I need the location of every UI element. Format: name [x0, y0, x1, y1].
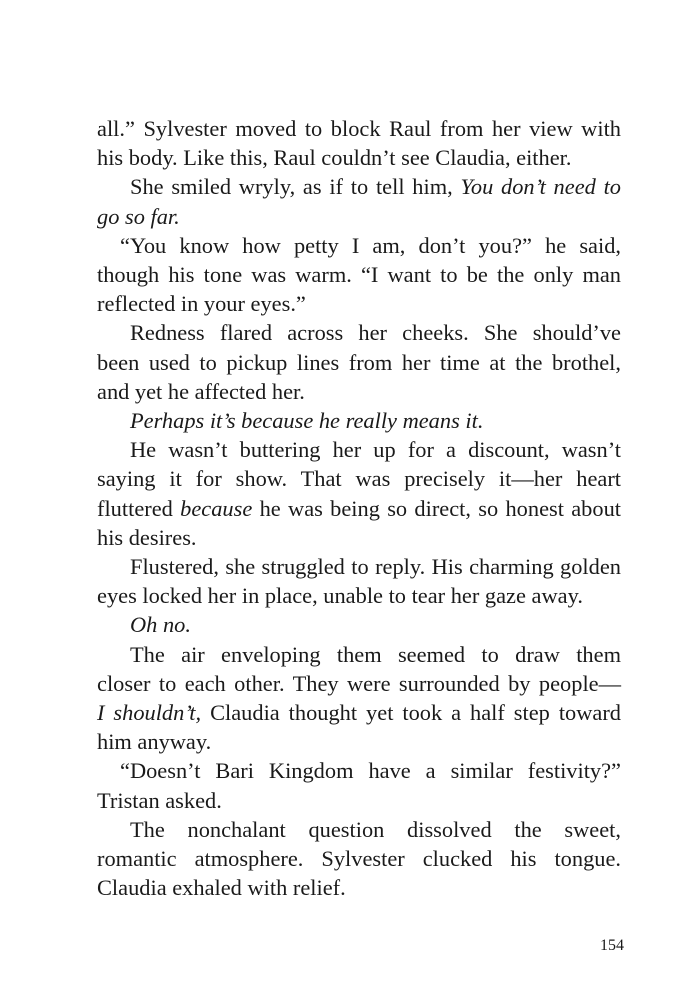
text-segment: “You know how petty I am, don’t you?” he said,: [120, 232, 621, 258]
text-line: [97, 289, 621, 318]
italic-text: go so far.: [97, 203, 180, 229]
text-line: [97, 640, 621, 669]
text-line: [97, 494, 621, 523]
text-line: [97, 464, 621, 493]
text-line: [97, 318, 621, 347]
text-line: [97, 348, 621, 377]
text-segment: romantic atmosphere. Sylvester clucked his tongue.: [97, 846, 621, 872]
italic-text: Perhaps it’s because he really means it.: [130, 408, 484, 434]
text-segment: saying it for show. That was precisely it—her heart: [97, 466, 621, 492]
italic-text: Oh no.: [130, 612, 191, 638]
text-line: [97, 844, 621, 873]
text-segment: Redness flared across her cheeks. She should’ve: [130, 320, 621, 346]
text-line: [97, 406, 621, 435]
italic-text: because: [180, 495, 253, 521]
text-line: [97, 260, 621, 289]
text-segment: he was being so direct, so honest about: [252, 495, 621, 521]
text-line: [97, 581, 621, 610]
text-segment: Claudia exhaled with relief.: [97, 875, 346, 901]
text-segment: been used to pickup lines from her time at the brothel,: [97, 349, 621, 375]
text-line: [97, 114, 621, 143]
text-segment: fluttered: [97, 495, 181, 521]
text-segment: He wasn’t buttering her up for a discount, wasn’t: [130, 437, 621, 463]
text-segment: closer to each other. They were surrounded by people—: [97, 670, 621, 696]
text-line: [97, 786, 621, 815]
text-segment: all.” Sylvester moved to block Raul from her view with: [97, 116, 621, 141]
text-line: [97, 377, 621, 406]
text-segment: eyes locked her in place, unable to tear her gaze away.: [97, 583, 583, 609]
text-segment: The nonchalant question dissolved the sweet,: [130, 816, 621, 842]
text-segment: him anyway.: [97, 729, 212, 755]
text-line: [97, 727, 621, 756]
text-segment: and yet he affected her.: [97, 378, 305, 404]
text-line: [97, 610, 621, 639]
text-segment: though his tone was warm. “I want to be the only man: [97, 262, 621, 288]
text-segment: his desires.: [97, 524, 197, 550]
text-segment: “Doesn’t Bari Kingdom have a similar festivity?”: [120, 758, 621, 784]
text-segment: his body. Like this, Raul couldn’t see Claudia, either.: [97, 145, 572, 171]
text-line: [97, 756, 621, 785]
text-segment: Claudia thought yet took a half step toward: [201, 700, 621, 726]
page-number: 154: [600, 937, 624, 954]
text-line: [97, 143, 621, 172]
italic-text: I shouldn’t,: [97, 700, 202, 726]
text-line: [97, 231, 621, 260]
body-text: [97, 114, 621, 902]
text-segment: The air enveloping them seemed to draw them: [130, 641, 621, 667]
text-segment: Tristan asked.: [97, 787, 222, 813]
text-line: [97, 172, 621, 201]
text-line: [97, 873, 621, 902]
text-segment: She smiled wryly, as if to tell him,: [130, 174, 461, 200]
italic-text: You don’t need to: [460, 174, 621, 200]
text-line: [97, 698, 621, 727]
text-line: [97, 435, 621, 464]
text-line: [97, 202, 621, 231]
text-segment: reflected in your eyes.”: [97, 291, 306, 317]
text-line: [97, 815, 621, 844]
text-line: [97, 523, 621, 552]
text-line: [97, 552, 621, 581]
text-line: [97, 669, 621, 698]
text-segment: Flustered, she struggled to reply. His charming golden: [130, 554, 621, 580]
